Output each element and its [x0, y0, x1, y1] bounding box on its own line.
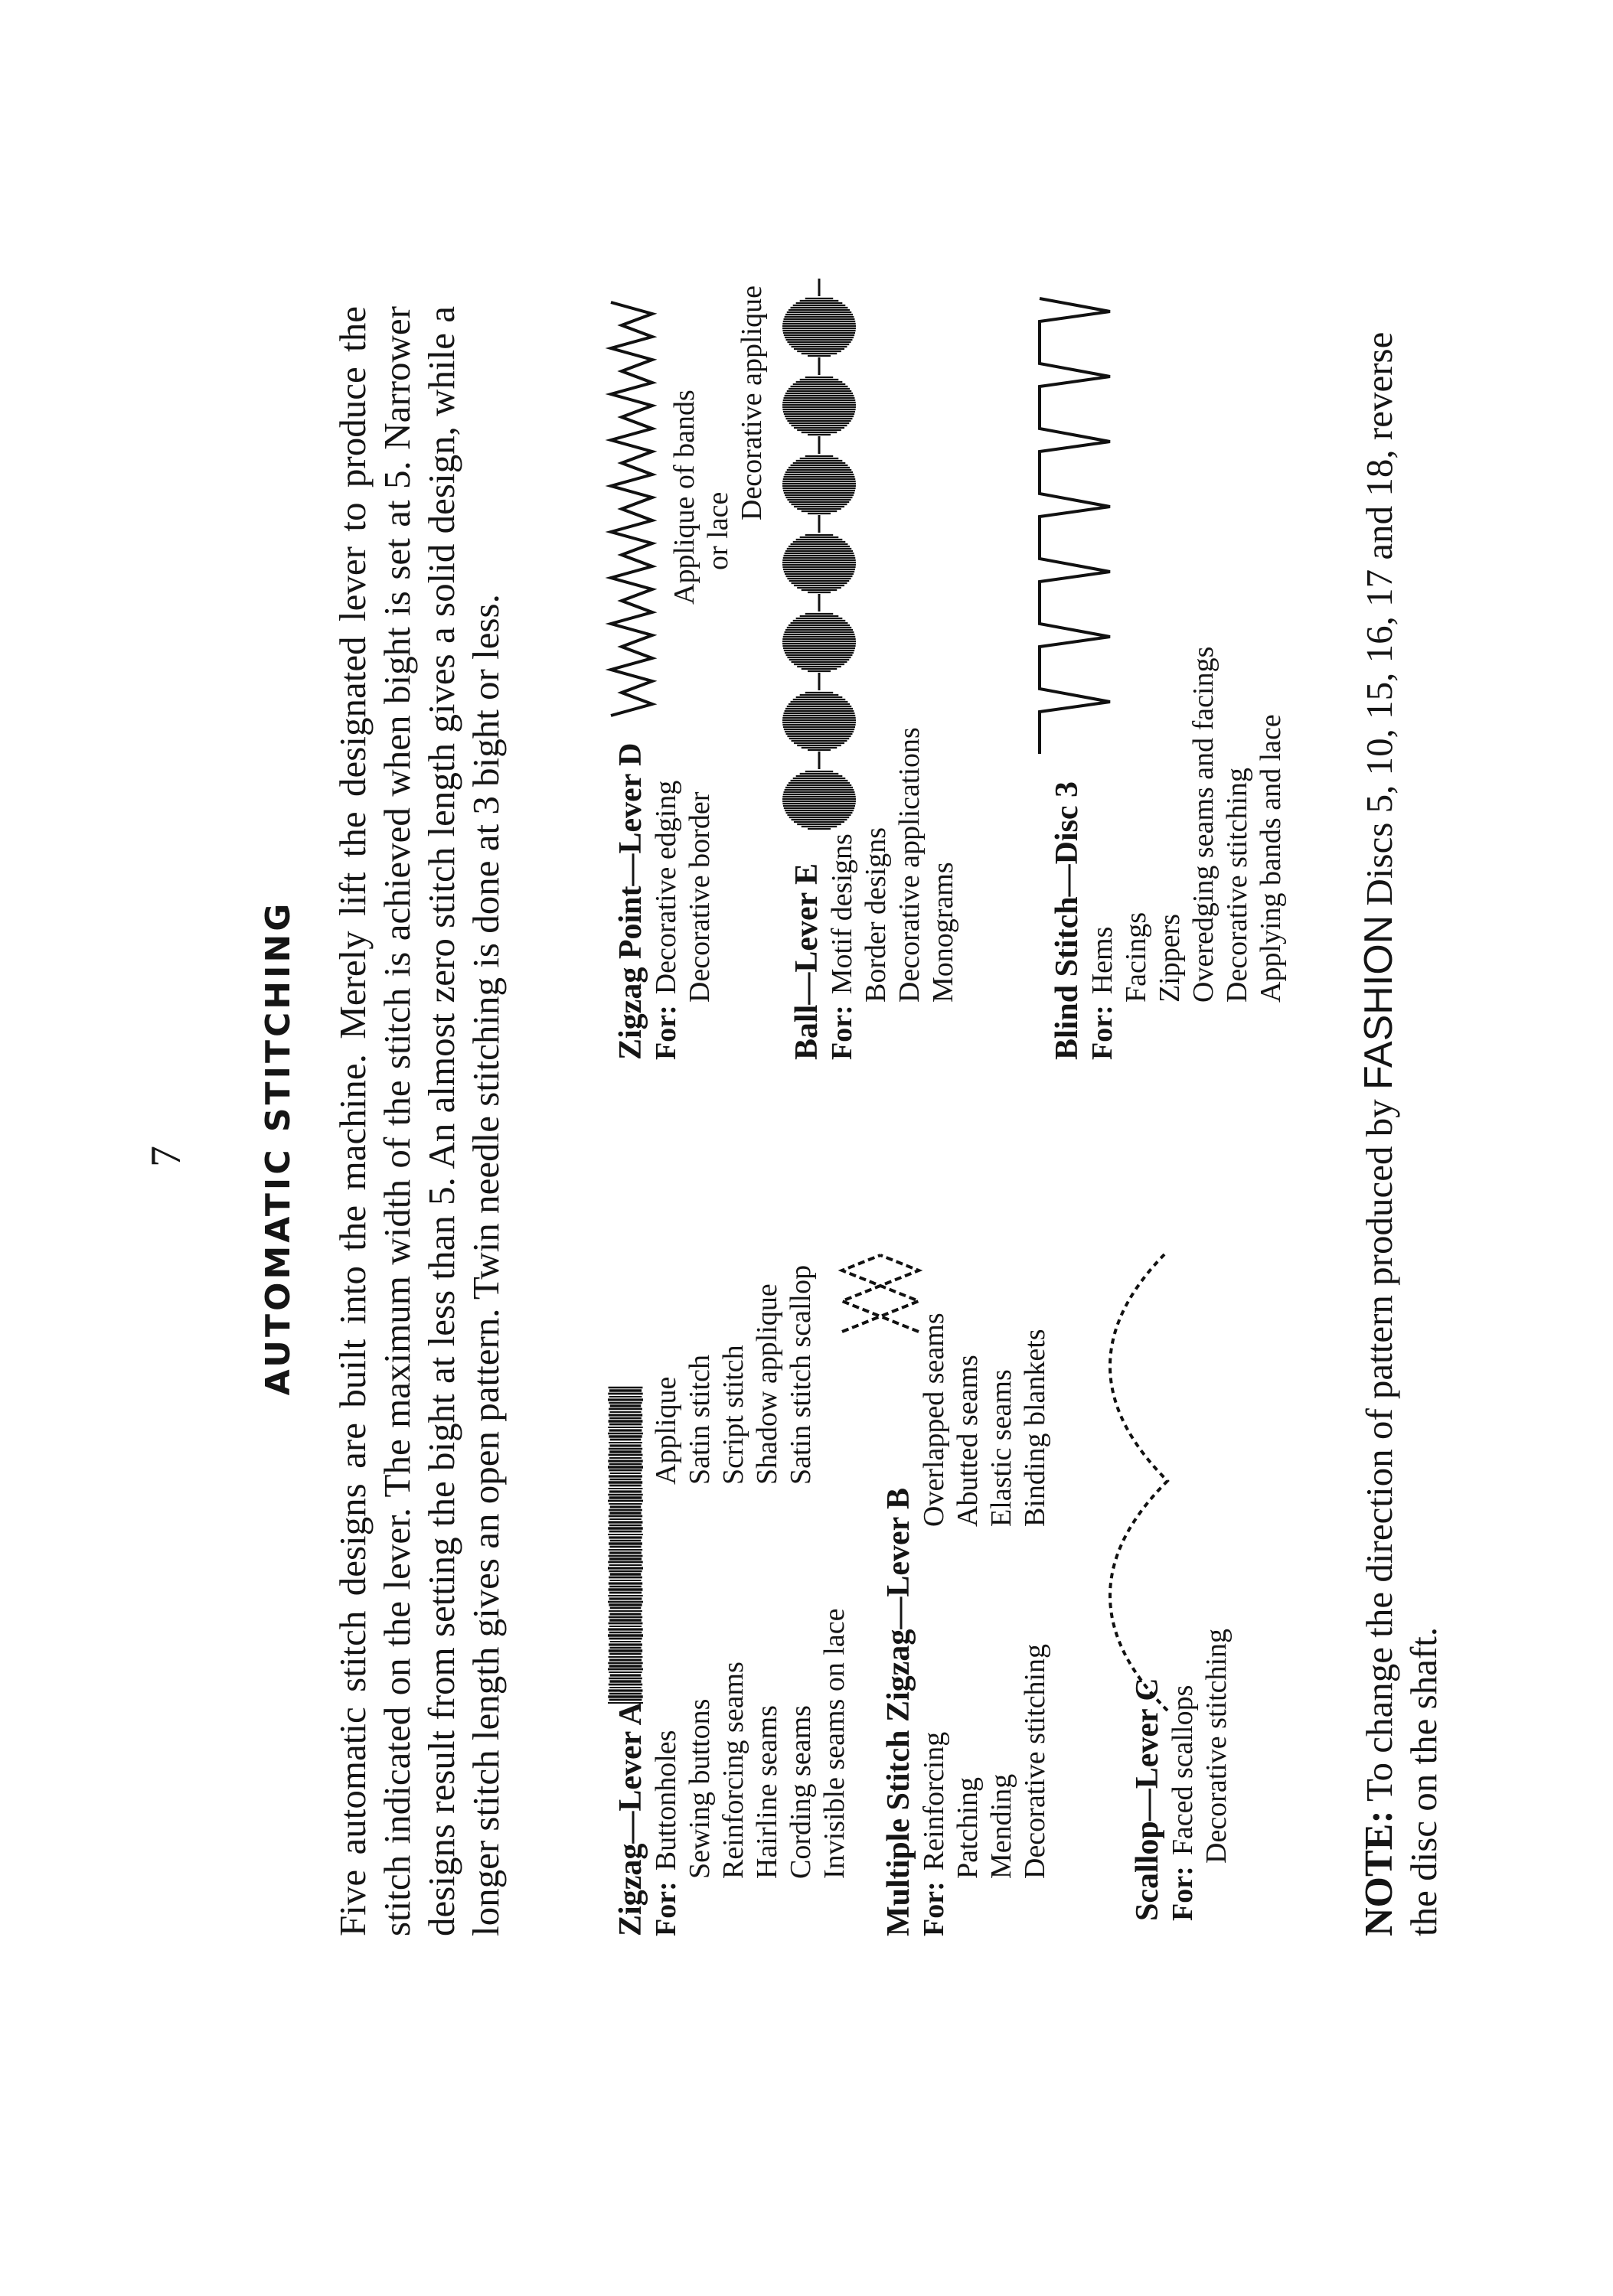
list-item: Overedging seams and facings	[1187, 646, 1220, 1003]
note-paragraph	[1357, 306, 1446, 1936]
list-item: Decorative border	[684, 791, 716, 1003]
list-item: Mending	[985, 1773, 1017, 1879]
list-item: Faced scallops	[1167, 1684, 1199, 1856]
list-item: Decorative stitching	[1221, 767, 1253, 1003]
list-item: Shadow applique	[751, 1283, 783, 1485]
list-item: Overlapped seams	[918, 1313, 950, 1527]
list-item: Applique	[650, 1376, 682, 1485]
note-text-after: Discs 5, 10, 15, 16, 17 and 18, reverse the disc on the shaft.	[1358, 331, 1445, 1936]
list-item: Sewing buttons	[684, 1698, 716, 1879]
zigzag-uses	[649, 1608, 851, 1936]
list-item: Buttonholes	[650, 1730, 682, 1871]
list-item: Invisible seams on lace	[818, 1608, 851, 1879]
note-text-before: To change the direction of pattern produced by	[1358, 1090, 1400, 1811]
list-item: Cording seams	[785, 1705, 817, 1879]
for-label: For:	[826, 1005, 858, 1060]
list-item: Satin stitch	[684, 1355, 716, 1485]
ball-lever-e-title: Ball—Lever E	[789, 863, 824, 1060]
zigzag-point-lever-d-title: Zigzag Point—Lever D	[613, 742, 648, 1060]
list-item: Decorative applications	[893, 727, 926, 1003]
for-label: For:	[918, 1881, 950, 1936]
multiple-uses-col2	[917, 1313, 1052, 1527]
list-item: Decorative applique	[736, 285, 768, 520]
scallop-uses	[1166, 1629, 1233, 1921]
list-item: or lace	[702, 491, 734, 570]
blind-stitch-disc-3-title: Blind Stitch—Disc 3	[1050, 781, 1085, 1060]
list-item: Script stitch	[717, 1345, 749, 1485]
note-label: NOTE:	[1357, 1810, 1401, 1936]
ball-uses	[825, 727, 960, 1060]
list-item: Abutted seams	[952, 1355, 984, 1527]
list-item: Hairline seams	[751, 1705, 783, 1879]
satin-zigzag-swatch	[605, 1381, 647, 1703]
zigzag-point-swatch	[605, 291, 662, 719]
for-label: For:	[1086, 1005, 1118, 1060]
list-item: Applying bands and lace	[1255, 714, 1287, 1003]
page-number: 7	[142, 1146, 190, 1167]
list-item: Decorative stitching	[1019, 1643, 1051, 1879]
list-item: Elastic seams	[985, 1369, 1017, 1527]
zigzag-point-uses-col2	[668, 285, 769, 605]
scallop-lever-c-title: Scallop—Lever C	[1130, 1678, 1165, 1921]
zigzag-point-uses	[649, 781, 717, 1060]
list-item: Motif designs	[826, 833, 858, 995]
list-item: Applique of bands	[668, 390, 700, 605]
list-item: Reinforcing	[918, 1731, 950, 1871]
for-label: For:	[1167, 1866, 1199, 1921]
list-item: Border designs	[860, 827, 892, 1003]
intro-paragraph: Five automatic stitch designs are built into the machine. Merely lift the designated lever to produce the stitch indicated on the lever. The maximum width of the stitch is achieved when bight is set at 5. Narrower designs result from setting the bight at less than 5. An almost zero stitch length gives a solid design, while a longer stitch length gives an open pattern. Twin needle stitching is done at 3 bight or less.	[331, 306, 507, 1936]
for-label: For:	[650, 1881, 682, 1936]
list-item: Zippers	[1154, 913, 1186, 1003]
fashion-brand: FASHION	[1357, 915, 1401, 1090]
list-item: Binding blankets	[1019, 1329, 1051, 1527]
list-item: Decorative stitching	[1200, 1628, 1233, 1864]
list-item: Reinforcing seams	[717, 1662, 749, 1879]
list-item: Patching	[952, 1777, 984, 1879]
multiple-uses	[917, 1644, 1052, 1936]
list-item: Decorative edging	[650, 780, 682, 995]
blind-stitch-uses	[1086, 647, 1288, 1060]
zigzag-uses-col2	[649, 1265, 818, 1485]
multiple-stitch-zigzag-title: Multiple Stitch Zigzag—Lever B	[881, 1487, 916, 1936]
list-item: Hems	[1086, 926, 1118, 995]
list-item: Monograms	[927, 862, 959, 1003]
page-title: AUTOMATIC STITCHING	[259, 900, 298, 1396]
list-item: Satin stitch scallop	[785, 1264, 817, 1485]
zigzag-lever-a-title: Zigzag—Lever A	[613, 1701, 648, 1936]
for-label: For:	[650, 1005, 682, 1060]
list-item: Facings	[1120, 912, 1152, 1003]
multiple-zigzag-swatch	[834, 1244, 922, 1336]
